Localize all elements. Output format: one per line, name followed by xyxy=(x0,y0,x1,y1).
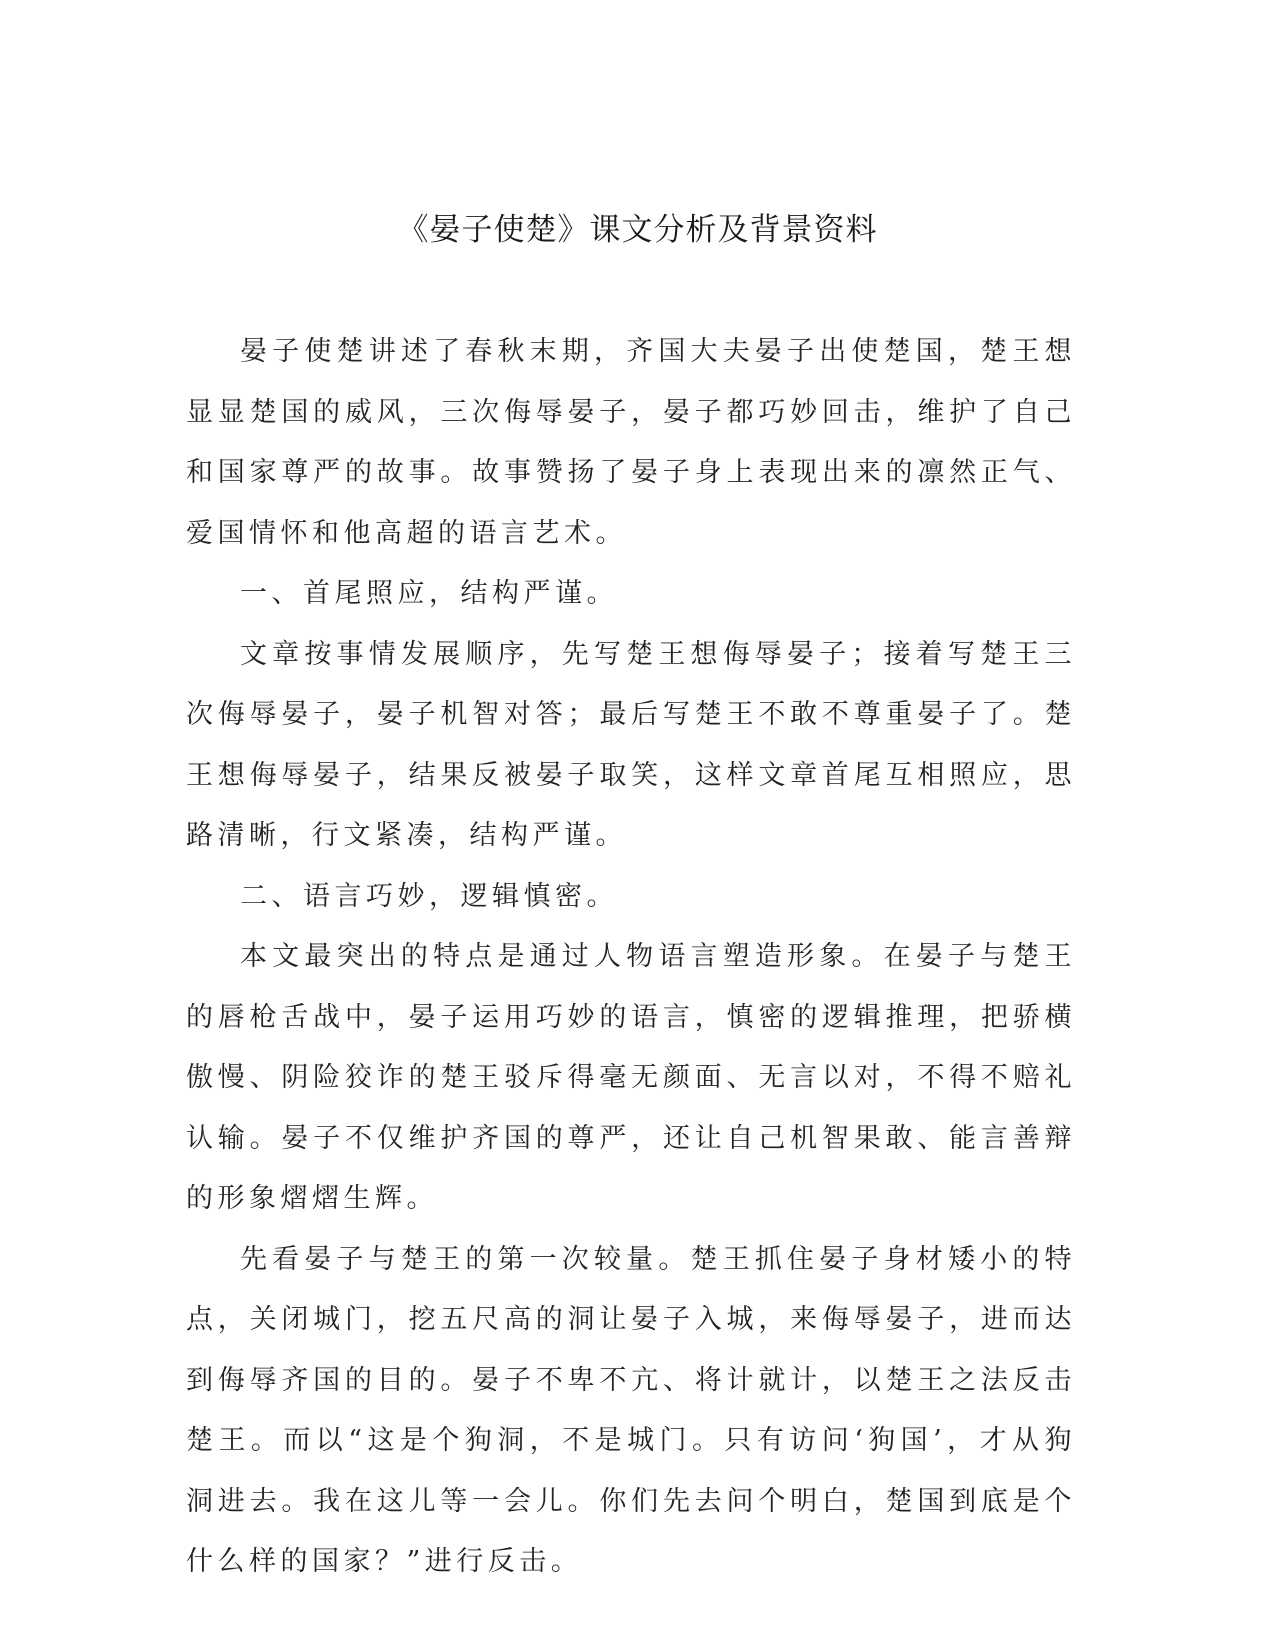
document-title: 《晏子使楚》课文分析及背景资料 xyxy=(397,212,878,248)
structure-paragraph: 文章按事情发展顺序，先写楚王想侮辱晏子；接着写楚王三次侮辱晏子，晏子机智对答；最后写楚王不敢不尊重晏子了。楚王想侮辱晏子，结果反被晏子取笑，这样文章首尾互相照应，思路清晰，行文紧凑，结构严谨。 xyxy=(186,638,1076,851)
language-paragraph: 本文最突出的特点是通过人物语言塑造形象。在晏子与楚王的唇枪舌战中，晏子运用巧妙的语言，慎密的逻辑推理，把骄横傲慢、阴险狡诈的楚王驳斥得毫无颜面、无言以对，不得不赔礼认输。晏子不仅维护齐国的尊严，还让自己机智果敢、能言善辩的形象熠熠生辉。 xyxy=(186,941,1076,1214)
section-heading-structure: 一、首尾照应，结构严谨。 xyxy=(240,578,618,609)
intro-paragraph: 晏子使楚讲述了春秋末期，齐国大夫晏子出使楚国，楚王想显显楚国的威风，三次侮辱晏子，晏子都巧妙回击，维护了自己和国家尊严的故事。故事赞扬了晏子身上表现出来的凛然正气、爱国情怀和他高超的语言艺术。 xyxy=(186,336,1076,549)
document-body xyxy=(186,322,1076,1593)
first-contest-paragraph: 先看晏子与楚王的第一次较量。楚王抓住晏子身材矮小的特点，关闭城门，挖五尺高的洞让晏子入城，来侮辱晏子，进而达到侮辱齐国的目的。晏子不卑不亢、将计就计，以楚王之法反击楚王。而以“这是个狗洞，不是城门。只有访问‘狗国’，才从狗洞进去。我在这儿等一会儿。你们先去问个明白，楚国到底是个什么样的国家？”进行反击。 xyxy=(186,1243,1076,1577)
section-heading-language: 二、语言巧妙，逻辑慎密。 xyxy=(240,880,618,912)
